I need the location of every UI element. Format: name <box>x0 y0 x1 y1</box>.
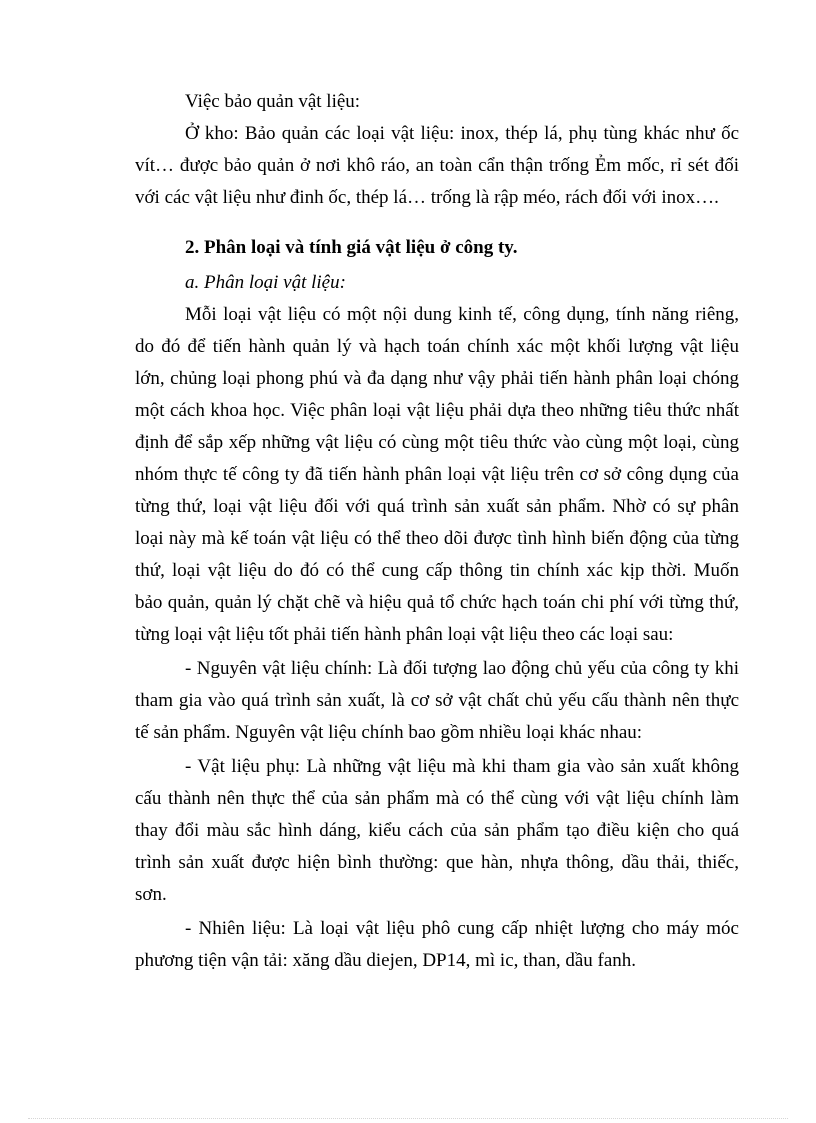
text-line-classification-3: lớn, chủng loại phong phú và đa dạng như vậy phải tiến hành phân loại chóng <box>135 368 739 389</box>
text-line-warehouse-1: Ở kho: Bảo quản các loại vật liệu: inox, thép lá, phụ tùng khác như ốc <box>185 123 739 144</box>
text-line-auxiliary-3: thay đổi màu sắc hình dáng, kiểu cách của sản phẩm tạo điều kiện cho quá <box>135 820 739 841</box>
text-line-auxiliary-5: sơn. <box>135 884 167 905</box>
text-line-auxiliary-4: trình sản xuất được hiện bình thường: que hàn, nhựa thông, dầu thải, thiếc, <box>135 852 739 873</box>
text-line-main-material-3: tế sản phẩm. Nguyên vật liệu chính bao gồm nhiều loại khác nhau: <box>135 722 643 743</box>
text-line-classification-2: do đó để tiến hành quản lý và hạch toán chính xác một khối lượng vật liệu <box>135 336 739 357</box>
text-line-classification-8: loại này mà kế toán vật liệu có thể theo dõi được tình hình biến động của từng <box>135 528 739 549</box>
page-bottom-divider <box>28 1118 788 1119</box>
text-line-fuel-2: phương tiện vận tải: xăng dầu diejen, DP14, mì ic, than, dầu fanh. <box>135 950 637 971</box>
text-line-classification-7: từng thứ, loại vật liệu đối với quá trình sản xuất sản phẩm. Nhờ có sự phân <box>135 496 739 517</box>
text-line-classification-11: từng loại vật liệu tốt phải tiến hành phân loại vật liệu theo các loại sau: <box>135 624 674 645</box>
text-line-auxiliary-2: cấu thành nên thực thể của sản phẩm mà có thể cùng với vật liệu chính làm <box>135 788 739 809</box>
text-line-classification-4: một cách khoa học. Việc phân loại vật liệu phải dựa theo những tiêu thức nhất <box>135 400 739 421</box>
subsection-heading: a. Phân loại vật liệu: <box>185 272 346 293</box>
text-line-classification-10: bảo quản, quản lý chặt chẽ và hiệu quả tổ chức hạch toán chi phí với từng thứ, <box>135 592 739 613</box>
section-heading: 2. Phân loại và tính giá vật liệu ở công ty. <box>185 237 518 258</box>
text-line-main-material-2: tham gia vào quá trình sản xuất, là cơ sở vật chất chủ yếu cấu thành nên thực <box>135 690 739 711</box>
text-line-auxiliary-1: - Vật liệu phụ: Là những vật liệu mà khi tham gia vào sản xuất không <box>185 756 739 777</box>
text-line-main-material-1: - Nguyên vật liệu chính: Là đối tượng lao động chủ yếu của công ty khi <box>185 658 739 679</box>
text-line-classification-1: Mỗi loại vật liệu có một nội dung kinh tế, công dụng, tính năng riêng, <box>185 304 739 325</box>
text-line-warehouse-3: với các vật liệu như đinh ốc, thép lá… trống là rập méo, rách đối với inox…. <box>135 187 719 208</box>
text-line-classification-6: nhóm thực tế công ty đã tiến hành phân loại vật liệu trên cơ sở công dụng của <box>135 464 739 485</box>
text-line-classification-9: thứ, loại vật liệu do đó có thể cung cấp thông tin chính xác kịp thời. Muốn <box>135 560 739 581</box>
text-line-fuel-1: - Nhiên liệu: Là loại vật liệu phô cung cấp nhiệt lượng cho máy móc <box>185 918 739 939</box>
text-line-storage-title: Việc bảo quản vật liệu: <box>185 91 361 112</box>
text-line-warehouse-2: vít… được bảo quản ở nơi khô ráo, an toàn cẩn thận trống Ẻm mốc, rỉ sét đối <box>135 155 739 176</box>
text-line-classification-5: định để sắp xếp những vật liệu có cùng một tiêu thức vào cùng một loại, cùng <box>135 432 739 453</box>
